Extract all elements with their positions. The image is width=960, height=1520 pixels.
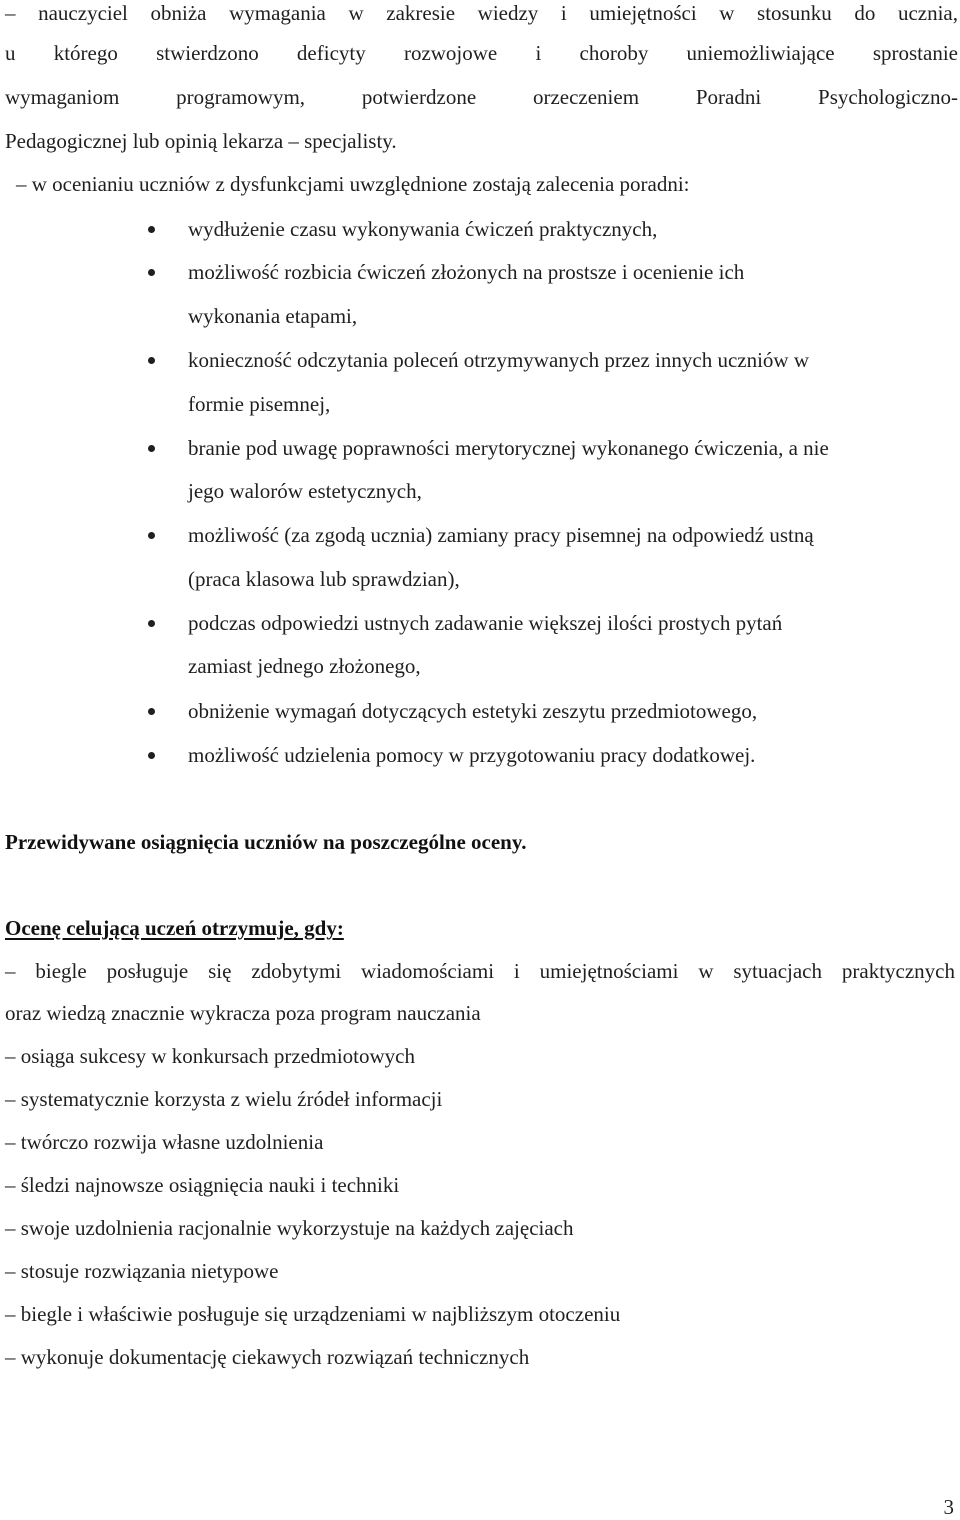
grade-item-continuation: oraz wiedzą znacznie wykracza poza program nauczania (5, 1001, 481, 1025)
grade-item: – stosuje rozwiązania nietypowe (5, 1259, 279, 1283)
grade-item: – wykonuje dokumentację ciekawych rozwiązań technicznych (5, 1345, 530, 1369)
bullet-icon (148, 532, 155, 539)
intro-line-3: wymaganiom programowym, potwierdzone orzeczeniem Poradni Psychologiczno- (5, 85, 958, 109)
list-item-continuation: formie pisemnej, (188, 392, 331, 416)
bullet-icon (148, 445, 155, 452)
list-item-continuation: zamiast jednego złożonego, (188, 654, 421, 678)
grade-item: – biegle posługuje się zdobytymi wiadomościami i umiejętnościami w sytuacjach praktycznych (5, 959, 955, 983)
bullet-icon (148, 269, 155, 276)
list-item-text: wydłużenie czasu wykonywania ćwiczeń praktycznych, (188, 217, 658, 241)
bullet-icon (148, 357, 155, 364)
recommendation-line: – w ocenianiu uczniów z dysfunkcjami uwzględnione zostają zalecenia poradni: (16, 172, 690, 196)
grade-heading: Ocenę celującą uczeń otrzymuje, gdy: (5, 916, 344, 940)
list-item-text: konieczność odczytania poleceń otrzymywanych przez innych uczniów w (188, 348, 809, 372)
list-item-text: możliwość rozbicia ćwiczeń złożonych na prostsze i ocenienie ich (188, 260, 745, 284)
intro-line-2: u którego stwierdzono deficyty rozwojowe i choroby uniemożliwiające sprostanie (5, 41, 958, 65)
section-title: Przewidywane osiągnięcia uczniów na poszczególne oceny. (5, 830, 527, 854)
list-item-continuation: jego walorów estetycznych, (188, 479, 422, 503)
bullet-icon (148, 226, 155, 233)
list-item-continuation: (praca klasowa lub sprawdzian), (188, 567, 460, 591)
grade-item: – twórczo rozwija własne uzdolnienia (5, 1130, 324, 1154)
list-item-text: obniżenie wymagań dotyczących estetyki zeszytu przedmiotowego, (188, 699, 758, 723)
intro-line-4: Pedagogicznej lub opinią lekarza – specjalisty. (5, 129, 397, 153)
list-item-text: branie pod uwagę poprawności merytorycznej wykonanego ćwiczenia, a nie (188, 436, 829, 460)
bullet-icon (148, 620, 155, 627)
grade-item: – osiąga sukcesy w konkursach przedmiotowych (5, 1044, 415, 1068)
grade-item: – swoje uzdolnienia racjonalnie wykorzystuje na każdych zajęciach (5, 1216, 574, 1240)
bullet-icon (148, 708, 155, 715)
page-number: 3 (943, 1495, 954, 1519)
list-item-text: możliwość udzielenia pomocy w przygotowaniu pracy dodatkowej. (188, 743, 756, 767)
grade-item: – śledzi najnowsze osiągnięcia nauki i techniki (5, 1173, 400, 1197)
grade-item: – biegle i właściwie posługuje się urządzeniami w najbliższym otoczeniu (5, 1302, 621, 1326)
list-item-text: podczas odpowiedzi ustnych zadawanie większej ilości prostych pytań (188, 611, 783, 635)
list-item-text: możliwość (za zgodą ucznia) zamiany pracy pisemnej na odpowiedź ustną (188, 523, 814, 547)
intro-line-1: – nauczyciel obniża wymagania w zakresie wiedzy i umiejętności w stosunku do ucznia, (5, 1, 958, 25)
grade-item: – systematycznie korzysta z wielu źródeł informacji (5, 1087, 443, 1111)
list-item-continuation: wykonania etapami, (188, 304, 358, 328)
bullet-icon (148, 752, 155, 759)
